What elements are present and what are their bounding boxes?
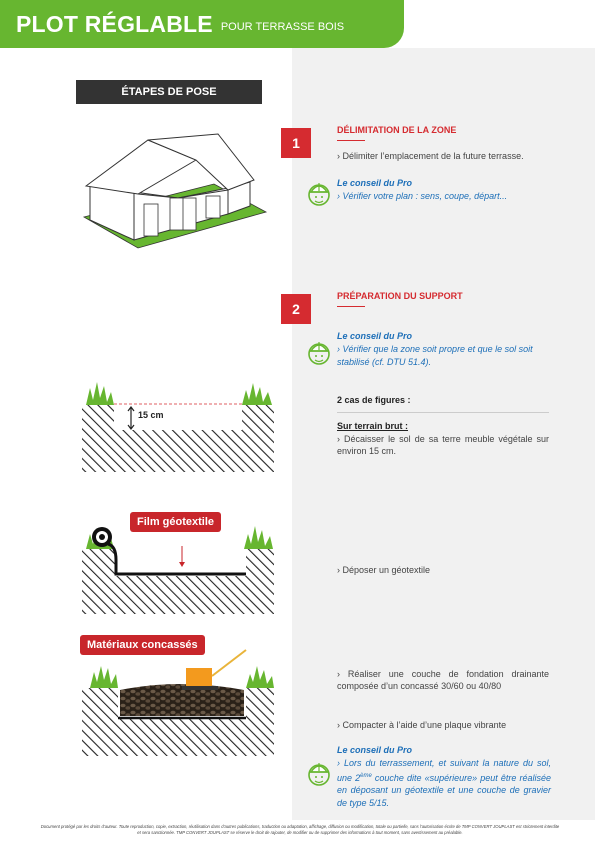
fondation-text: › Réaliser une couche de fondation drainante composée d’un concassé 30/60 ou 40/80 xyxy=(337,669,549,691)
step-2-title: PRÉPARATION DU SUPPORT xyxy=(337,291,463,301)
house-illustration xyxy=(78,132,278,254)
worker-helmet-icon xyxy=(307,337,331,367)
page-title: PLOT RÉGLABLE xyxy=(16,10,213,37)
copyright-footer: Document protégé par les droits d’auteur. Toute reproduction, copie, extraction, réutilisation dans d’autres publications, traduction ou adaptation, affichage, diffusion ou modification, totale ou partielle, sans l’autorisation écrite de TMP CONVERT JOUPLAST est strictement interdite et sera sanctionnée. TMP CONVERT JOUPLAST se réserve le droit de rajouter, de modifier ou de supprimer des informations à tout moment, sans avertissement au préalable. xyxy=(40,824,560,835)
pro-tip-3-sup: ème xyxy=(360,772,372,779)
pro-tip-3-text xyxy=(337,757,551,809)
step-2-badge: 2 xyxy=(281,294,311,324)
step-1-text: › Délimiter l’emplacement de la future terrasse. xyxy=(337,151,524,161)
materiaux-concasses-label: Matériaux concassés xyxy=(80,635,205,655)
step-2-underline xyxy=(337,306,365,307)
cases-title: 2 cas de figures : xyxy=(337,395,411,405)
pro-tip-1-text: › Vérifier votre plan : sens, coupe, départ... xyxy=(337,191,508,201)
pro-tip-3-text-b: couche dite «supérieure» peut être réalisée en déposant un géotextile et une couche de gravier de type 5/15. xyxy=(337,772,551,808)
cases-divider xyxy=(337,412,549,413)
pro-tip-3-title: Le conseil du Pro xyxy=(337,745,413,755)
worker-helmet-icon xyxy=(307,178,331,208)
pro-tip-1-title: Le conseil du Pro xyxy=(337,178,413,188)
film-geotextile-label: Film géotextile xyxy=(130,512,221,532)
soil-cross-section xyxy=(80,378,276,474)
section-label: ÉTAPES DE POSE xyxy=(76,80,262,104)
compacter-text: › Compacter à l’aide d’une plaque vibrante xyxy=(337,720,507,730)
geotextile-roll xyxy=(80,520,276,616)
vibrating-plate xyxy=(80,640,276,758)
page-subtitle: POUR TERRASSE BOIS xyxy=(220,21,345,33)
pro-tip-2-title: Le conseil du Pro xyxy=(337,331,413,341)
pro-tip-2-text: › Vérifier que la zone soit propre et que le sol soit stabilisé (cf. DTU 51.4). xyxy=(337,344,533,367)
depth-label: 15 cm xyxy=(138,410,164,420)
header-banner xyxy=(0,0,404,48)
worker-helmet-icon xyxy=(307,758,331,788)
step-1-underline xyxy=(337,140,365,141)
geotextile-text: › Déposer un géotextile xyxy=(337,565,431,575)
terrain-brut-title: Sur terrain brut : xyxy=(337,421,409,431)
pro-tip-3-text-a: › Lors du terrassement, et suivant la nature du sol, une 2 xyxy=(337,758,551,783)
terrain-brut-text: › Décaisser le sol de sa terre meuble végétale sur environ 15 cm. xyxy=(337,434,549,456)
step-1-badge: 1 xyxy=(281,128,311,158)
step-1-title: DÉLIMITATION DE LA ZONE xyxy=(337,125,457,135)
